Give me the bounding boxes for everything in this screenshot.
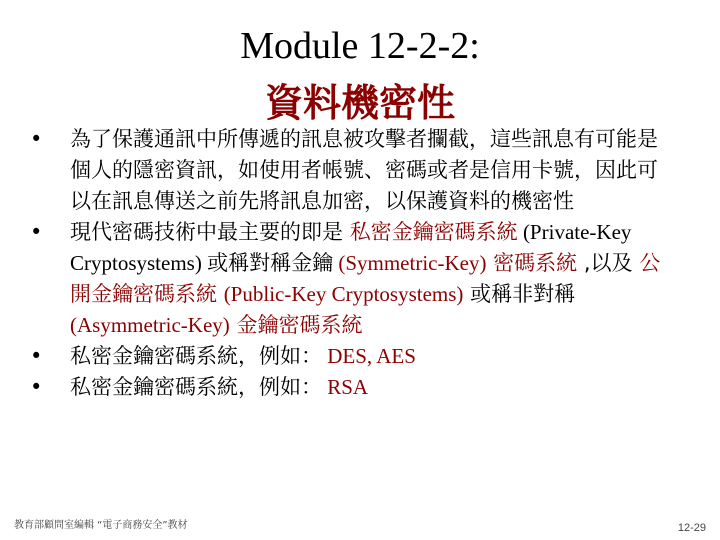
bullet-icon: • [30,375,43,399]
highlight-term: (Asymmetric-Key) [70,313,230,337]
bullet-item [30,124,670,217]
bullet-text: (Private-Key Cryptosystems) 或稱對稱金鑰 [70,220,632,275]
bullet-icon: • [30,344,43,368]
slide-title-line2: 資料機密性 [264,81,455,125]
highlight-term: 金鑰密碼系統 [229,313,363,337]
bullet-icon: • [30,127,43,151]
bullet-text: 為了保護通訊中所傳遞的訊息被攻擊者攔截，這些訊息有可能是個人的隱密資訊，如使用者帳號、密碼或者是信用卡號，因此可以在訊息傳送之前先將訊息加密，以保護資料的機密性 [70,127,658,213]
bullet-item [30,372,670,403]
highlight-term: 密碼系統 [486,251,584,275]
highlight-term: 私密金鑰密碼系統 [349,220,518,244]
highlight-term: (Public-Key Cryptosystems) [223,282,464,306]
page-number: 12-29 [677,522,706,534]
highlight-term: DES, AES [322,344,416,368]
bullet-item [30,341,670,372]
slide-title-line1: Module 12-2-2: [240,25,480,67]
highlight-term: (Symmetric-Key) [338,251,487,275]
bullet-text: 或稱非對稱 [463,282,576,306]
bullet-text: 現代密碼技術中最主要的即是 [70,220,350,244]
footer-source: 教育部顧問室編輯 “電子商務安全”教材 [14,520,188,531]
bullet-item [30,217,670,341]
highlight-term: RSA [322,375,369,399]
bullet-text: ,以及 [583,251,633,275]
bullet-text: 私密金鑰密碼系統，例如： [70,344,322,368]
bullet-list [30,124,670,403]
bullet-icon: • [30,220,43,244]
bullet-text: 私密金鑰密碼系統，例如： [70,375,322,399]
highlight-term: 公開金鑰密碼系統 [70,251,661,306]
